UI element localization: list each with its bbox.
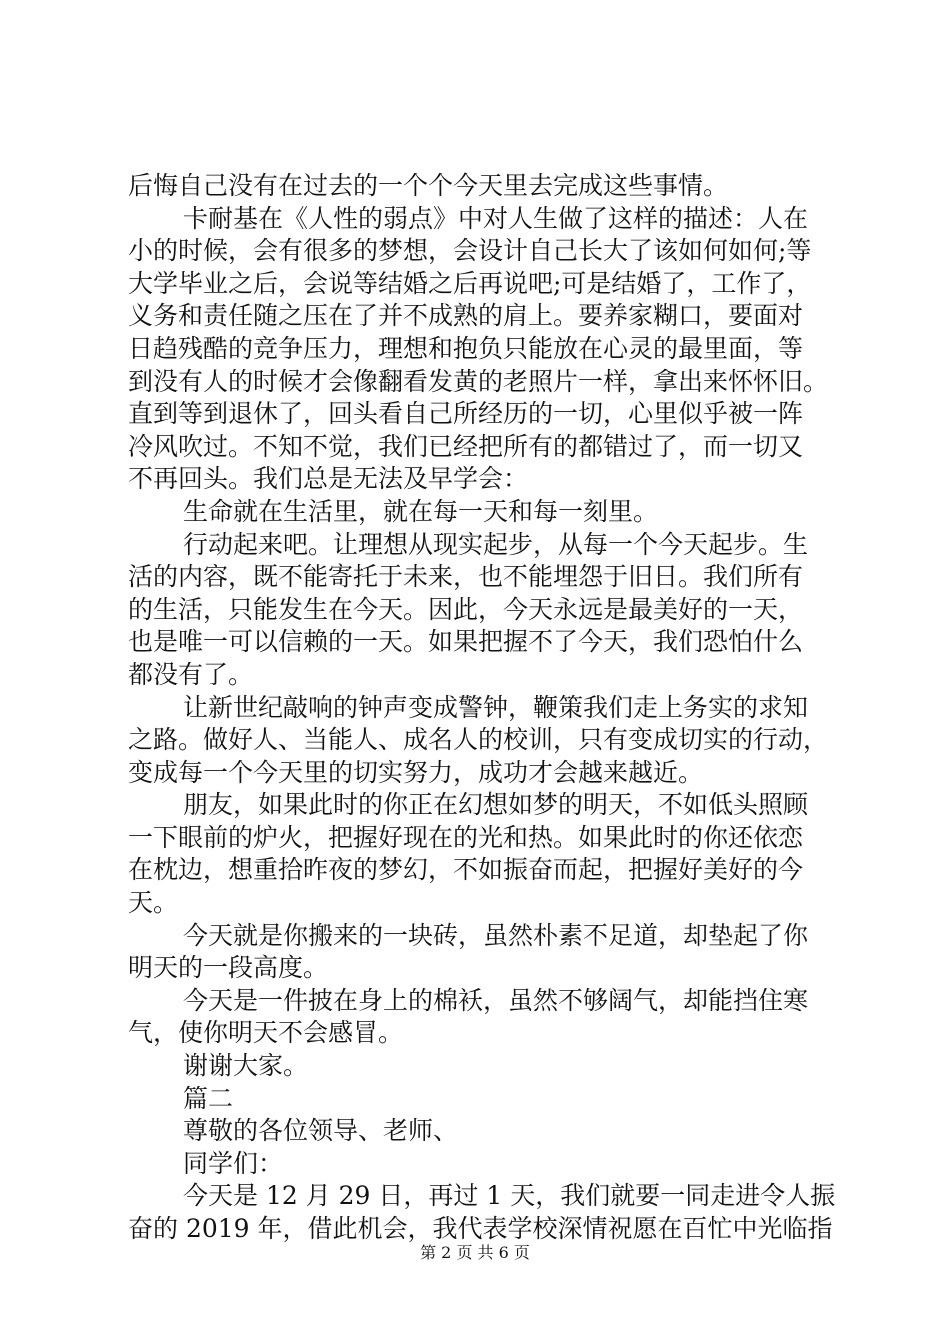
text-line: 同学们： <box>183 1148 284 1178</box>
text-line: 不再回头。我们总是无法及早学会： <box>128 464 529 494</box>
text-line: 卡耐基在《人性的弱点》中对人生做了这样的描述：人在 <box>183 203 809 233</box>
text-line: 篇二 <box>183 1083 234 1113</box>
text-line: 一下眼前的炉火，把握好现在的光和热。如果此时的你还依恋 <box>128 822 804 852</box>
text-line: 今天是一件披在身上的棉袄，虽然不够阔气，却能挡住寒 <box>183 985 809 1015</box>
text-line: 生命就在生活里，就在每一天和每一刻里。 <box>183 496 659 526</box>
text-line: 之路。做好人、当能人、成名人的校训，只有变成切实的行动， <box>128 725 829 755</box>
text-line: 尊敬的各位领导、老师、 <box>183 1116 459 1146</box>
text-line: 冷风吹过。不知不觉，我们已经把所有的都错过了，而一切又 <box>128 431 804 461</box>
text-line: 今天是 12 月 29 日，再过 1 天，我们就要一同走进令人振 <box>183 1181 836 1211</box>
text-line: 到没有人的时候才会像翻看发黄的老照片一样，拿出来怀怀旧。 <box>128 366 829 396</box>
page-number: 第 2 页 共 6 页 <box>420 1243 530 1262</box>
text-line: 变成每一个今天里的切实努力，成功才会越来越近。 <box>128 757 704 787</box>
text-line: 大学毕业之后，会说等结婚之后再说吧;可是结婚了，工作了， <box>128 268 812 298</box>
text-line: 谢谢大家。 <box>183 1051 309 1081</box>
text-line: 也是唯一可以信赖的一天。如果把握不了今天，我们恐怕什么 <box>128 627 804 657</box>
text-line: 直到等到退休了，回头看自己所经历的一切，心里似乎被一阵 <box>128 399 804 429</box>
text-line: 小的时候，会有很多的梦想，会设计自己长大了该如何如何;等 <box>128 236 812 266</box>
text-line: 气，使你明天不会感冒。 <box>128 1018 404 1048</box>
text-line: 日趋残酷的竞争压力，理想和抱负只能放在心灵的最里面，等 <box>128 333 804 363</box>
text-line: 在枕边，想重拾昨夜的梦幻，不如振奋而起，把握好美好的今 <box>128 855 804 885</box>
text-line: 天。 <box>128 888 179 918</box>
text-line: 后悔自己没有在过去的一个个今天里去完成这些事情。 <box>128 171 729 200</box>
text-line: 行动起来吧。让理想从现实起步，从每一个今天起步。生 <box>183 529 809 559</box>
text-line: 都没有了。 <box>128 659 254 689</box>
text-line: 让新世纪敲响的钟声变成警钟，鞭策我们走上务实的求知 <box>183 692 809 722</box>
text-line: 朋友，如果此时的你正在幻想如梦的明天，不如低头照顾 <box>183 790 809 820</box>
text-line: 明天的一段高度。 <box>128 953 329 983</box>
text-line: 的生活，只能发生在今天。因此，今天永远是最美好的一天， <box>128 594 804 624</box>
page-footer <box>0 1242 950 1264</box>
text-line: 义务和责任随之压在了并不成熟的肩上。要养家糊口，要面对 <box>128 301 804 331</box>
text-line: 奋的 2019 年，借此机会，我代表学校深情祝愿在百忙中光临指 <box>128 1214 833 1243</box>
document-body <box>128 170 838 1246</box>
text-line: 活的内容，既不能寄托于未来，也不能埋怨于旧日。我们所有 <box>128 562 804 592</box>
text-line: 今天就是你搬来的一块砖，虽然朴素不足道，却垫起了你 <box>183 920 809 950</box>
